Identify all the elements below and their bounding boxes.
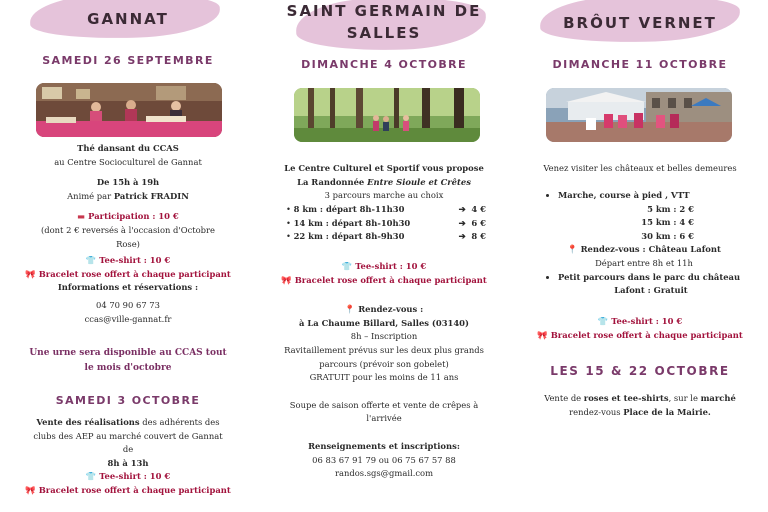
parcours-price: ➔ 6 € bbox=[458, 217, 486, 228]
tshirt-icon: 👕 bbox=[341, 261, 353, 271]
event-photo-forest bbox=[294, 88, 480, 142]
market-line1 bbox=[512, 392, 768, 406]
event-date: SAMEDI 26 SEPTEMBRE bbox=[42, 54, 214, 67]
bracelet-line bbox=[512, 329, 768, 343]
event2-line1 bbox=[0, 416, 256, 430]
donation-note: (dont 2 € reversés à l'occasion d'Octobre Rose) bbox=[40, 224, 215, 249]
soupe-line2: l'arrivée bbox=[366, 413, 402, 424]
event2-tee: Tee-shirt : 10 € bbox=[99, 471, 171, 482]
bracelet-text: Bracelet rose offert à chaque participant bbox=[38, 268, 231, 279]
event1-place: au Centre Socioculturel de Gannat bbox=[54, 156, 202, 167]
info-title: Informations et réservations : bbox=[57, 282, 199, 293]
host-name: Patrick FRADIN bbox=[113, 190, 189, 201]
tee-line bbox=[512, 315, 768, 329]
rens-phones: 06 83 67 91 79 ou 06 75 67 57 88 bbox=[312, 454, 456, 465]
parcours-label: • 14 km : départ 8h-10h30 bbox=[286, 217, 411, 228]
ribbon-bow-icon: 🎀 bbox=[25, 268, 36, 279]
chateau-event-image bbox=[546, 88, 732, 142]
parcours-label-text: 8 km : départ 8h-11h30 bbox=[293, 204, 405, 214]
market-rdv-prefix: rendez-vous bbox=[569, 406, 624, 417]
event2-bracelet-line bbox=[0, 484, 256, 498]
map-pin-icon: 📍 bbox=[567, 244, 578, 255]
event2-line1-rest: des adhérents des bbox=[139, 417, 220, 427]
parcours-price: ➔ 4 € bbox=[458, 204, 486, 214]
participation-price: Participation : 10 € bbox=[88, 211, 179, 222]
parcours-price-value: 4 € bbox=[471, 204, 486, 214]
parcours-list bbox=[286, 203, 486, 244]
bracelet-line bbox=[0, 268, 256, 282]
tee-price: Tee-shirt : 10 € bbox=[99, 255, 171, 266]
event1-host-line bbox=[0, 190, 256, 204]
rdv-title: Rendez-vous : bbox=[358, 304, 424, 315]
soupe-line1: Soupe de saison offerte et vente de crêpes à bbox=[289, 399, 479, 410]
town-title-line2: SALLES bbox=[346, 24, 422, 42]
activities-bullets bbox=[544, 189, 744, 203]
event2-line2: clubs des AEP au marché couvert de Gannat bbox=[33, 430, 223, 441]
column-saint-germain bbox=[256, 0, 512, 512]
market-block bbox=[512, 392, 768, 419]
ravito-line1: Ravitaillement prévus sur les deux plus grands bbox=[284, 344, 484, 355]
market-items: roses et tee-shirts bbox=[583, 393, 669, 403]
ticket-icon: ▬ bbox=[77, 211, 86, 222]
ribbon-bow-icon: 🎀 bbox=[281, 274, 292, 285]
rdv-title-line bbox=[256, 303, 512, 317]
event1-title: Thé dansant du CCAS bbox=[77, 143, 179, 153]
event2-date: LES 15 & 22 OCTOBRE bbox=[550, 364, 730, 378]
urne-notice: Une urne sera disponible au CCAS tout le mois d'octobre bbox=[29, 348, 227, 373]
market-prefix: Vente de bbox=[544, 393, 584, 403]
event2-hours: 8h à 13h bbox=[107, 457, 149, 468]
price-list bbox=[544, 203, 744, 244]
rens-title: Renseignements et inscriptions: bbox=[308, 440, 460, 451]
activities-list bbox=[544, 189, 744, 298]
tee-line bbox=[0, 254, 256, 268]
event-date: DIMANCHE 4 OCTOBRE bbox=[301, 58, 467, 71]
depart-line: Départ entre 8h et 11h bbox=[595, 257, 693, 268]
rando-details bbox=[256, 260, 512, 481]
tee-price: Tee-shirt : 10 € bbox=[611, 316, 683, 326]
parcours-row bbox=[286, 217, 486, 231]
ribbon-bow-icon: 🎀 bbox=[537, 329, 548, 340]
tee-price: Tee-shirt : 10 € bbox=[355, 261, 427, 271]
parcours-label: • 8 km : départ 8h-11h30 bbox=[286, 204, 405, 214]
bracelet-line bbox=[256, 274, 512, 288]
event2-line1-bold: Vente des réalisations bbox=[36, 417, 140, 427]
parcours-price-value: 8 € bbox=[471, 231, 486, 242]
parcours-label: • 22 km : départ 8h-9h30 bbox=[286, 231, 405, 242]
bracelet-text: Bracelet rose offert à chaque participant bbox=[294, 274, 487, 285]
town-title: GANNAT bbox=[87, 10, 169, 28]
bullet-parcours-line2: Lafont : Gratuit bbox=[614, 285, 688, 296]
rando-name: Entre Sioule et Crêtes bbox=[367, 176, 471, 187]
price-row: 5 km : 2 € bbox=[647, 203, 694, 214]
rando-intro: Le Centre Culturel et Sportif vous propose bbox=[284, 163, 484, 173]
bracelet-text: Bracelet rose offert à chaque participant bbox=[550, 329, 743, 340]
rdv-place: à La Chaume Billard, Salles (03140) bbox=[299, 317, 469, 328]
tee-line bbox=[256, 260, 512, 274]
info-email[interactable]: ccas@ville-gannat.fr bbox=[84, 313, 172, 324]
host-prefix: Animé par bbox=[67, 190, 114, 201]
col3-perks bbox=[512, 315, 768, 342]
rando-choice: 3 parcours marche au choix bbox=[324, 190, 444, 201]
market-line2 bbox=[512, 406, 768, 420]
parcours-price-value: 6 € bbox=[471, 217, 486, 228]
map-pin-icon: 📍 bbox=[344, 304, 356, 315]
participation-line bbox=[0, 210, 256, 224]
parcours-label-text: 14 km : départ 8h-10h30 bbox=[293, 217, 411, 228]
column-brout-vernet bbox=[512, 0, 768, 512]
ravito-line2: parcours (prévoir son gobelet) bbox=[319, 358, 449, 369]
parcours-row bbox=[286, 203, 486, 217]
town-title-line1: SAINT GERMAIN DE bbox=[286, 2, 482, 20]
visit-line: Venez visiter les châteaux et belles demeures bbox=[543, 163, 737, 173]
town-title: BRÔUT VERNET bbox=[563, 14, 717, 32]
activities-bullets-2 bbox=[544, 271, 744, 285]
market-rdv-place: Place de la Mairie. bbox=[623, 406, 711, 417]
rando-block bbox=[256, 162, 512, 203]
rdv-inscription: 8h – Inscription bbox=[350, 331, 418, 342]
price-row: 30 km : 6 € bbox=[641, 230, 694, 241]
event2-bracelet: Bracelet rose offert à chaque participant bbox=[38, 484, 231, 495]
rdv-text: Rendez-vous : Château Lafont bbox=[580, 244, 721, 255]
event2-date: SAMEDI 3 OCTOBRE bbox=[55, 394, 201, 407]
rando-title-line bbox=[256, 176, 512, 190]
dance-hall-image bbox=[36, 83, 222, 137]
event-photo-chateau bbox=[546, 88, 732, 142]
event1-block bbox=[0, 142, 256, 326]
event-date: DIMANCHE 11 OCTOBRE bbox=[552, 58, 728, 71]
event-photo-dance bbox=[36, 83, 222, 137]
column-gannat bbox=[0, 0, 256, 512]
gratuit-line: GRATUIT pour les moins de 11 ans bbox=[309, 372, 459, 383]
tshirt-icon: 👕 bbox=[85, 471, 97, 482]
tshirt-icon: 👕 bbox=[85, 255, 97, 266]
event2-line3: de bbox=[122, 444, 134, 455]
rando-prefix: La Randonnée bbox=[297, 176, 368, 187]
bullet-parcours bbox=[558, 271, 744, 285]
market-mid: , sur le bbox=[668, 393, 701, 403]
market-place: marché bbox=[700, 393, 736, 403]
event2-tee-line bbox=[0, 470, 256, 484]
rens-email[interactable]: randos.sgs@gmail.com bbox=[334, 468, 434, 479]
ribbon-bow-icon: 🎀 bbox=[25, 484, 36, 495]
forest-walk-image bbox=[294, 88, 480, 142]
tshirt-icon: 👕 bbox=[597, 316, 609, 326]
bullet-marche: • Marche, course à pied , VTT bbox=[558, 189, 744, 203]
parcours-label-text: 22 km : départ 8h-9h30 bbox=[293, 231, 405, 242]
price-row: 15 km : 4 € bbox=[641, 217, 694, 228]
info-phone: 04 70 90 67 73 bbox=[96, 299, 160, 310]
parcours-price: ➔ 8 € bbox=[458, 231, 486, 242]
rdv-line bbox=[544, 243, 744, 257]
bullet-parcours-line1: Petit parcours dans le parc du château bbox=[558, 271, 741, 282]
event1-hours: De 15h à 19h bbox=[96, 177, 160, 188]
event2-block bbox=[0, 416, 256, 498]
parcours-row bbox=[286, 230, 486, 244]
